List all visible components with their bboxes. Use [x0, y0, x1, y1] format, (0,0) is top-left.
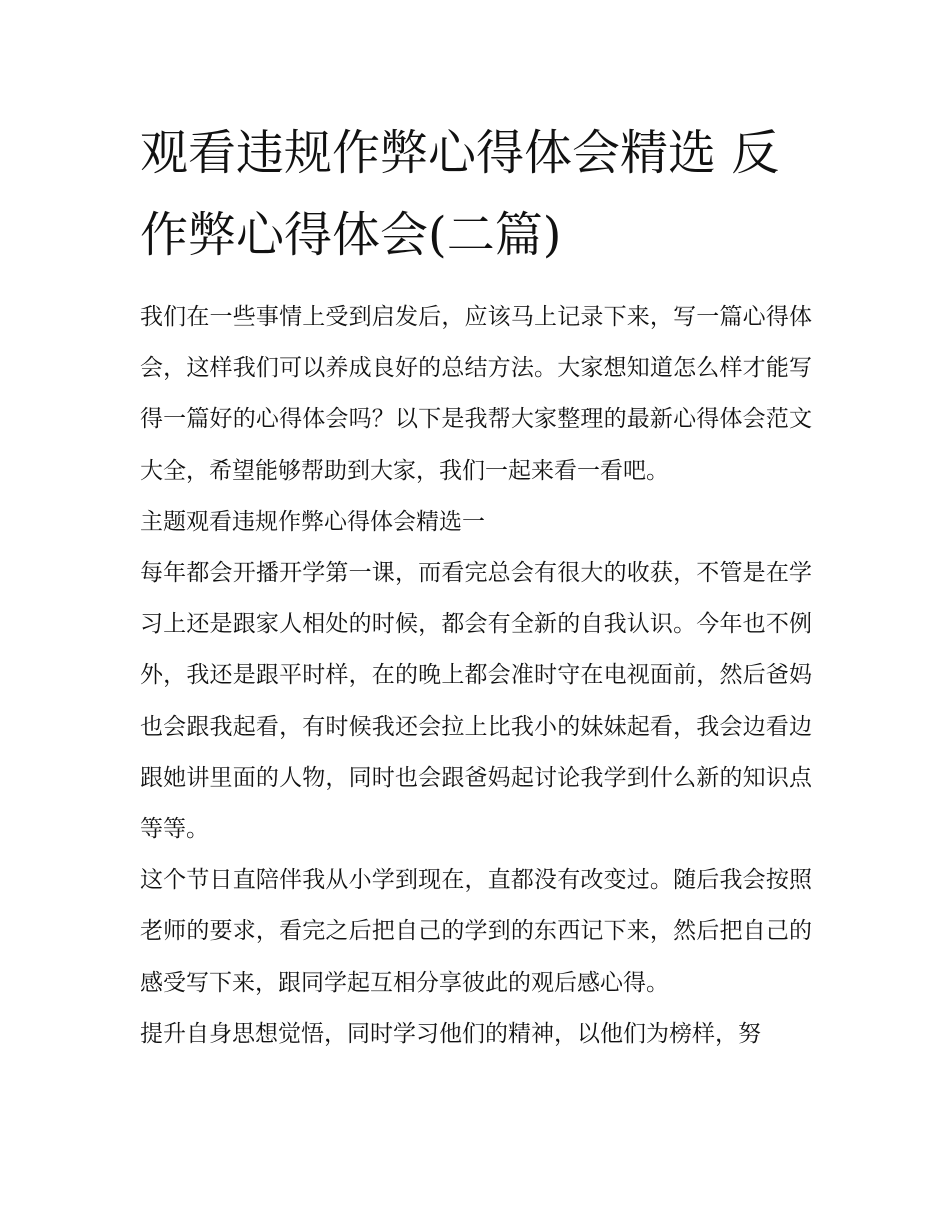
section-heading: 主题观看违规作弊心得体会精选一 [140, 508, 485, 535]
document-body [140, 292, 812, 1060]
document-page [140, 112, 812, 1060]
intro-paragraph: 我们在一些事情上受到启发后，应该马上记录下来，写一篇心得体会，这样我们可以养成良好的总结方法。大家想知道怎么样才能写得一篇好的心得体会吗？以下是我帮大家整理的最新心得体会范文大全，希望能够帮助到大家，我们一起来看一看吧。 [140, 304, 812, 484]
document-title: 观看违规作弊心得体会精选 反作弊心得体会(二篇) [140, 125, 780, 263]
body-paragraph: 每年都会开播开学第一课，而看完总会有很大的收获，不管是在学习上还是跟家人相处的时候，都会有全新的自我认识。今年也不例外，我还是跟平时样，在的晚上都会准时守在电视面前，然后爸妈也会跟我起看，有时候我还会拉上比我小的妹妹起看，我会边看边跟她讲里面的人物，同时也会跟爸妈起讨论我学到什么新的知识点等等。 [140, 560, 812, 843]
body-paragraph: 这个节日直陪伴我从小学到现在，直都没有改变过。随后我会按照老师的要求，看完之后把自己的学到的东西记下来，然后把自己的感受写下来，跟同学起互相分享彼此的观后感心得。 [140, 867, 812, 996]
body-paragraph: 提升自身思想觉悟，同时学习他们的精神，以他们为榜样，努 [140, 1020, 761, 1047]
